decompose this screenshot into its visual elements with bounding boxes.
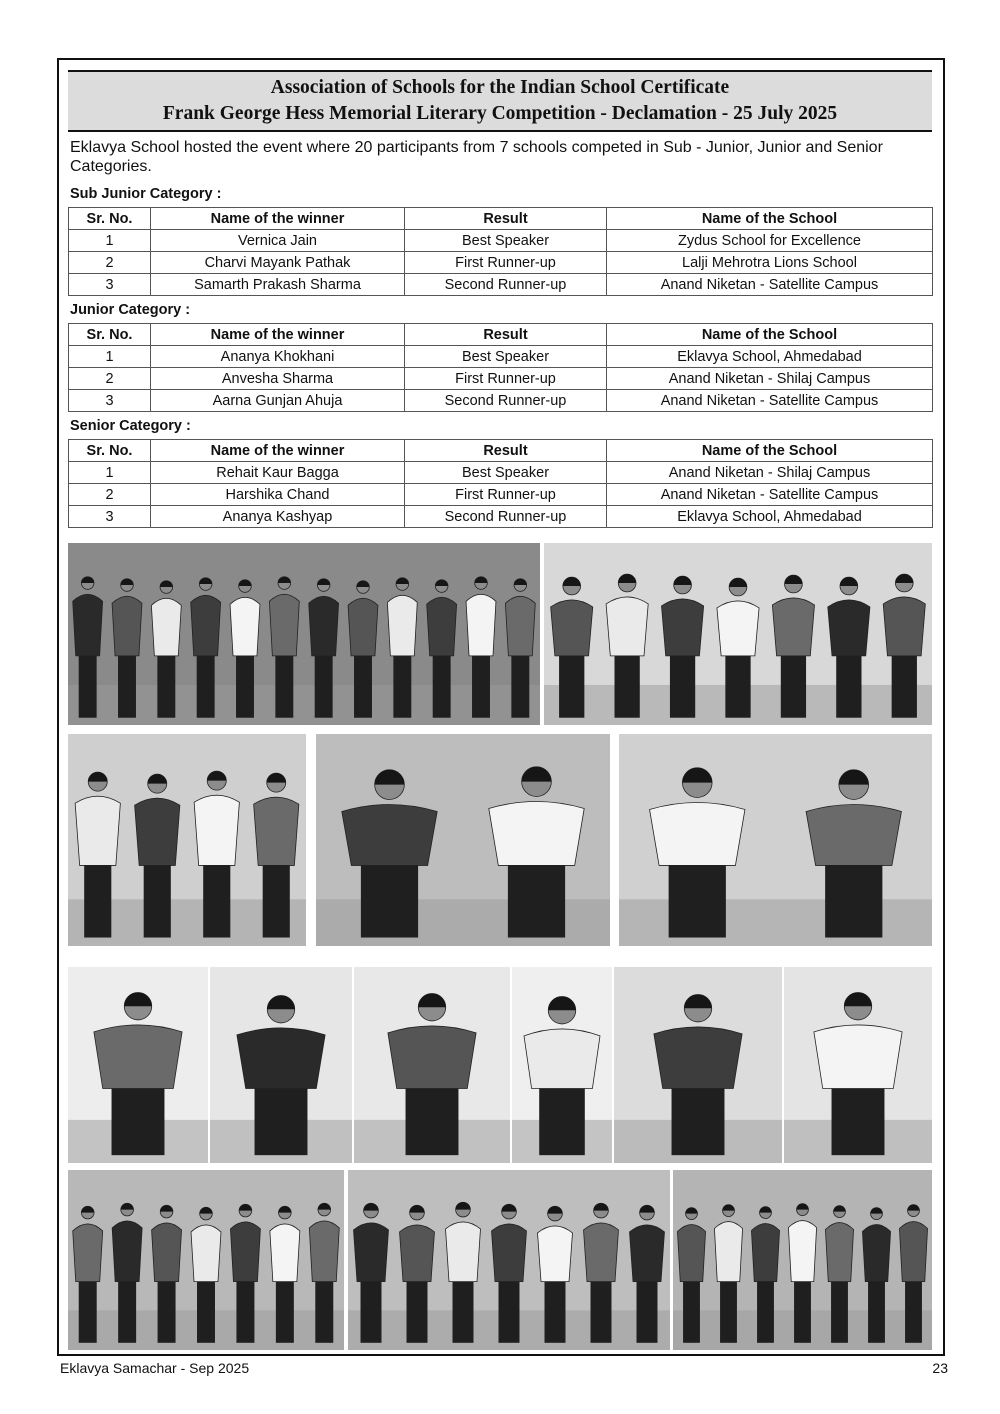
table-header-row <box>69 440 933 462</box>
winner-name-cell: Aarna Gunjan Ahuja <box>151 390 405 412</box>
header-title-line2: Frank George Hess Memorial Literary Competition - Declamation - 25 July 2025 <box>162 103 838 124</box>
footer-publication: Eklavya Samachar - Sep 2025 <box>60 1360 250 1376</box>
result-cell: Second Runner-up <box>405 390 607 412</box>
table-row <box>69 252 933 274</box>
event-photo <box>68 734 306 946</box>
column-header: Sr. No. <box>69 440 151 462</box>
category-title-junior: Junior Category : <box>70 302 191 318</box>
event-photo <box>210 967 352 1163</box>
sr-no-cell: 1 <box>69 346 151 368</box>
table-row <box>69 484 933 506</box>
result-cell: First Runner-up <box>405 252 607 274</box>
table-header-row <box>69 324 933 346</box>
table-row <box>69 390 933 412</box>
column-header: Sr. No. <box>69 208 151 230</box>
column-header: Result <box>405 324 607 346</box>
results-table-sub-junior <box>68 207 933 296</box>
event-photo <box>614 967 782 1163</box>
event-photo <box>354 967 510 1163</box>
event-photo <box>316 734 610 946</box>
result-cell: Second Runner-up <box>405 274 607 296</box>
school-cell: Anand Niketan - Shilaj Campus <box>607 462 933 484</box>
category-title-senior: Senior Category : <box>70 418 191 434</box>
column-header: Name of the School <box>607 440 933 462</box>
column-header: Name of the winner <box>151 208 405 230</box>
winner-name-cell: Harshika Chand <box>151 484 405 506</box>
sr-no-cell: 2 <box>69 484 151 506</box>
intro-paragraph: Eklavya School hosted the event where 20 participants from 7 schools competed in Sub - Junior, Junior and Senior Categories. <box>70 139 883 175</box>
school-cell: Anand Niketan - Shilaj Campus <box>607 368 933 390</box>
category-title-sub-junior: Sub Junior Category : <box>70 186 222 202</box>
table-row <box>69 462 933 484</box>
table-row <box>69 230 933 252</box>
column-header: Name of the School <box>607 208 933 230</box>
winner-name-cell: Anvesha Sharma <box>151 368 405 390</box>
column-header: Name of the winner <box>151 440 405 462</box>
sr-no-cell: 3 <box>69 390 151 412</box>
result-cell: Second Runner-up <box>405 506 607 528</box>
sr-no-cell: 3 <box>69 506 151 528</box>
column-header: Result <box>405 208 607 230</box>
footer-page-number: 23 <box>932 1360 948 1376</box>
result-cell: Best Speaker <box>405 230 607 252</box>
sr-no-cell: 2 <box>69 252 151 274</box>
school-cell: Anand Niketan - Satellite Campus <box>607 390 933 412</box>
school-cell: Eklavya School, Ahmedabad <box>607 346 933 368</box>
event-photo <box>68 543 540 725</box>
school-cell: Anand Niketan - Satellite Campus <box>607 274 933 296</box>
event-photo <box>68 967 208 1163</box>
winner-name-cell: Ananya Khokhani <box>151 346 405 368</box>
column-header: Result <box>405 440 607 462</box>
table-row <box>69 346 933 368</box>
results-table-senior <box>68 439 933 528</box>
result-cell: Best Speaker <box>405 462 607 484</box>
school-cell: Zydus School for Excellence <box>607 230 933 252</box>
winner-name-cell: Samarth Prakash Sharma <box>151 274 405 296</box>
winner-name-cell: Rehait Kaur Bagga <box>151 462 405 484</box>
table-row <box>69 506 933 528</box>
table-header-row <box>69 208 933 230</box>
school-cell: Anand Niketan - Satellite Campus <box>607 484 933 506</box>
sr-no-cell: 2 <box>69 368 151 390</box>
sr-no-cell: 3 <box>69 274 151 296</box>
table-row <box>69 274 933 296</box>
sr-no-cell: 1 <box>69 230 151 252</box>
sr-no-cell: 1 <box>69 462 151 484</box>
column-header: Name of the winner <box>151 324 405 346</box>
winner-name-cell: Charvi Mayank Pathak <box>151 252 405 274</box>
winner-name-cell: Ananya Kashyap <box>151 506 405 528</box>
winner-name-cell: Vernica Jain <box>151 230 405 252</box>
column-header: Sr. No. <box>69 324 151 346</box>
event-photo <box>544 543 932 725</box>
event-photo <box>68 1170 344 1350</box>
event-photo <box>673 1170 932 1350</box>
school-cell: Lalji Mehrotra Lions School <box>607 252 933 274</box>
event-photo <box>348 1170 670 1350</box>
event-photo <box>512 967 612 1163</box>
result-cell: First Runner-up <box>405 484 607 506</box>
column-header: Name of the School <box>607 324 933 346</box>
result-cell: First Runner-up <box>405 368 607 390</box>
results-table-junior <box>68 323 933 412</box>
event-photo <box>784 967 932 1163</box>
table-row <box>69 368 933 390</box>
school-cell: Eklavya School, Ahmedabad <box>607 506 933 528</box>
header-title-line1: Association of Schools for the Indian School Certificate <box>270 77 730 98</box>
page-header <box>68 70 932 132</box>
result-cell: Best Speaker <box>405 346 607 368</box>
event-photo <box>619 734 932 946</box>
